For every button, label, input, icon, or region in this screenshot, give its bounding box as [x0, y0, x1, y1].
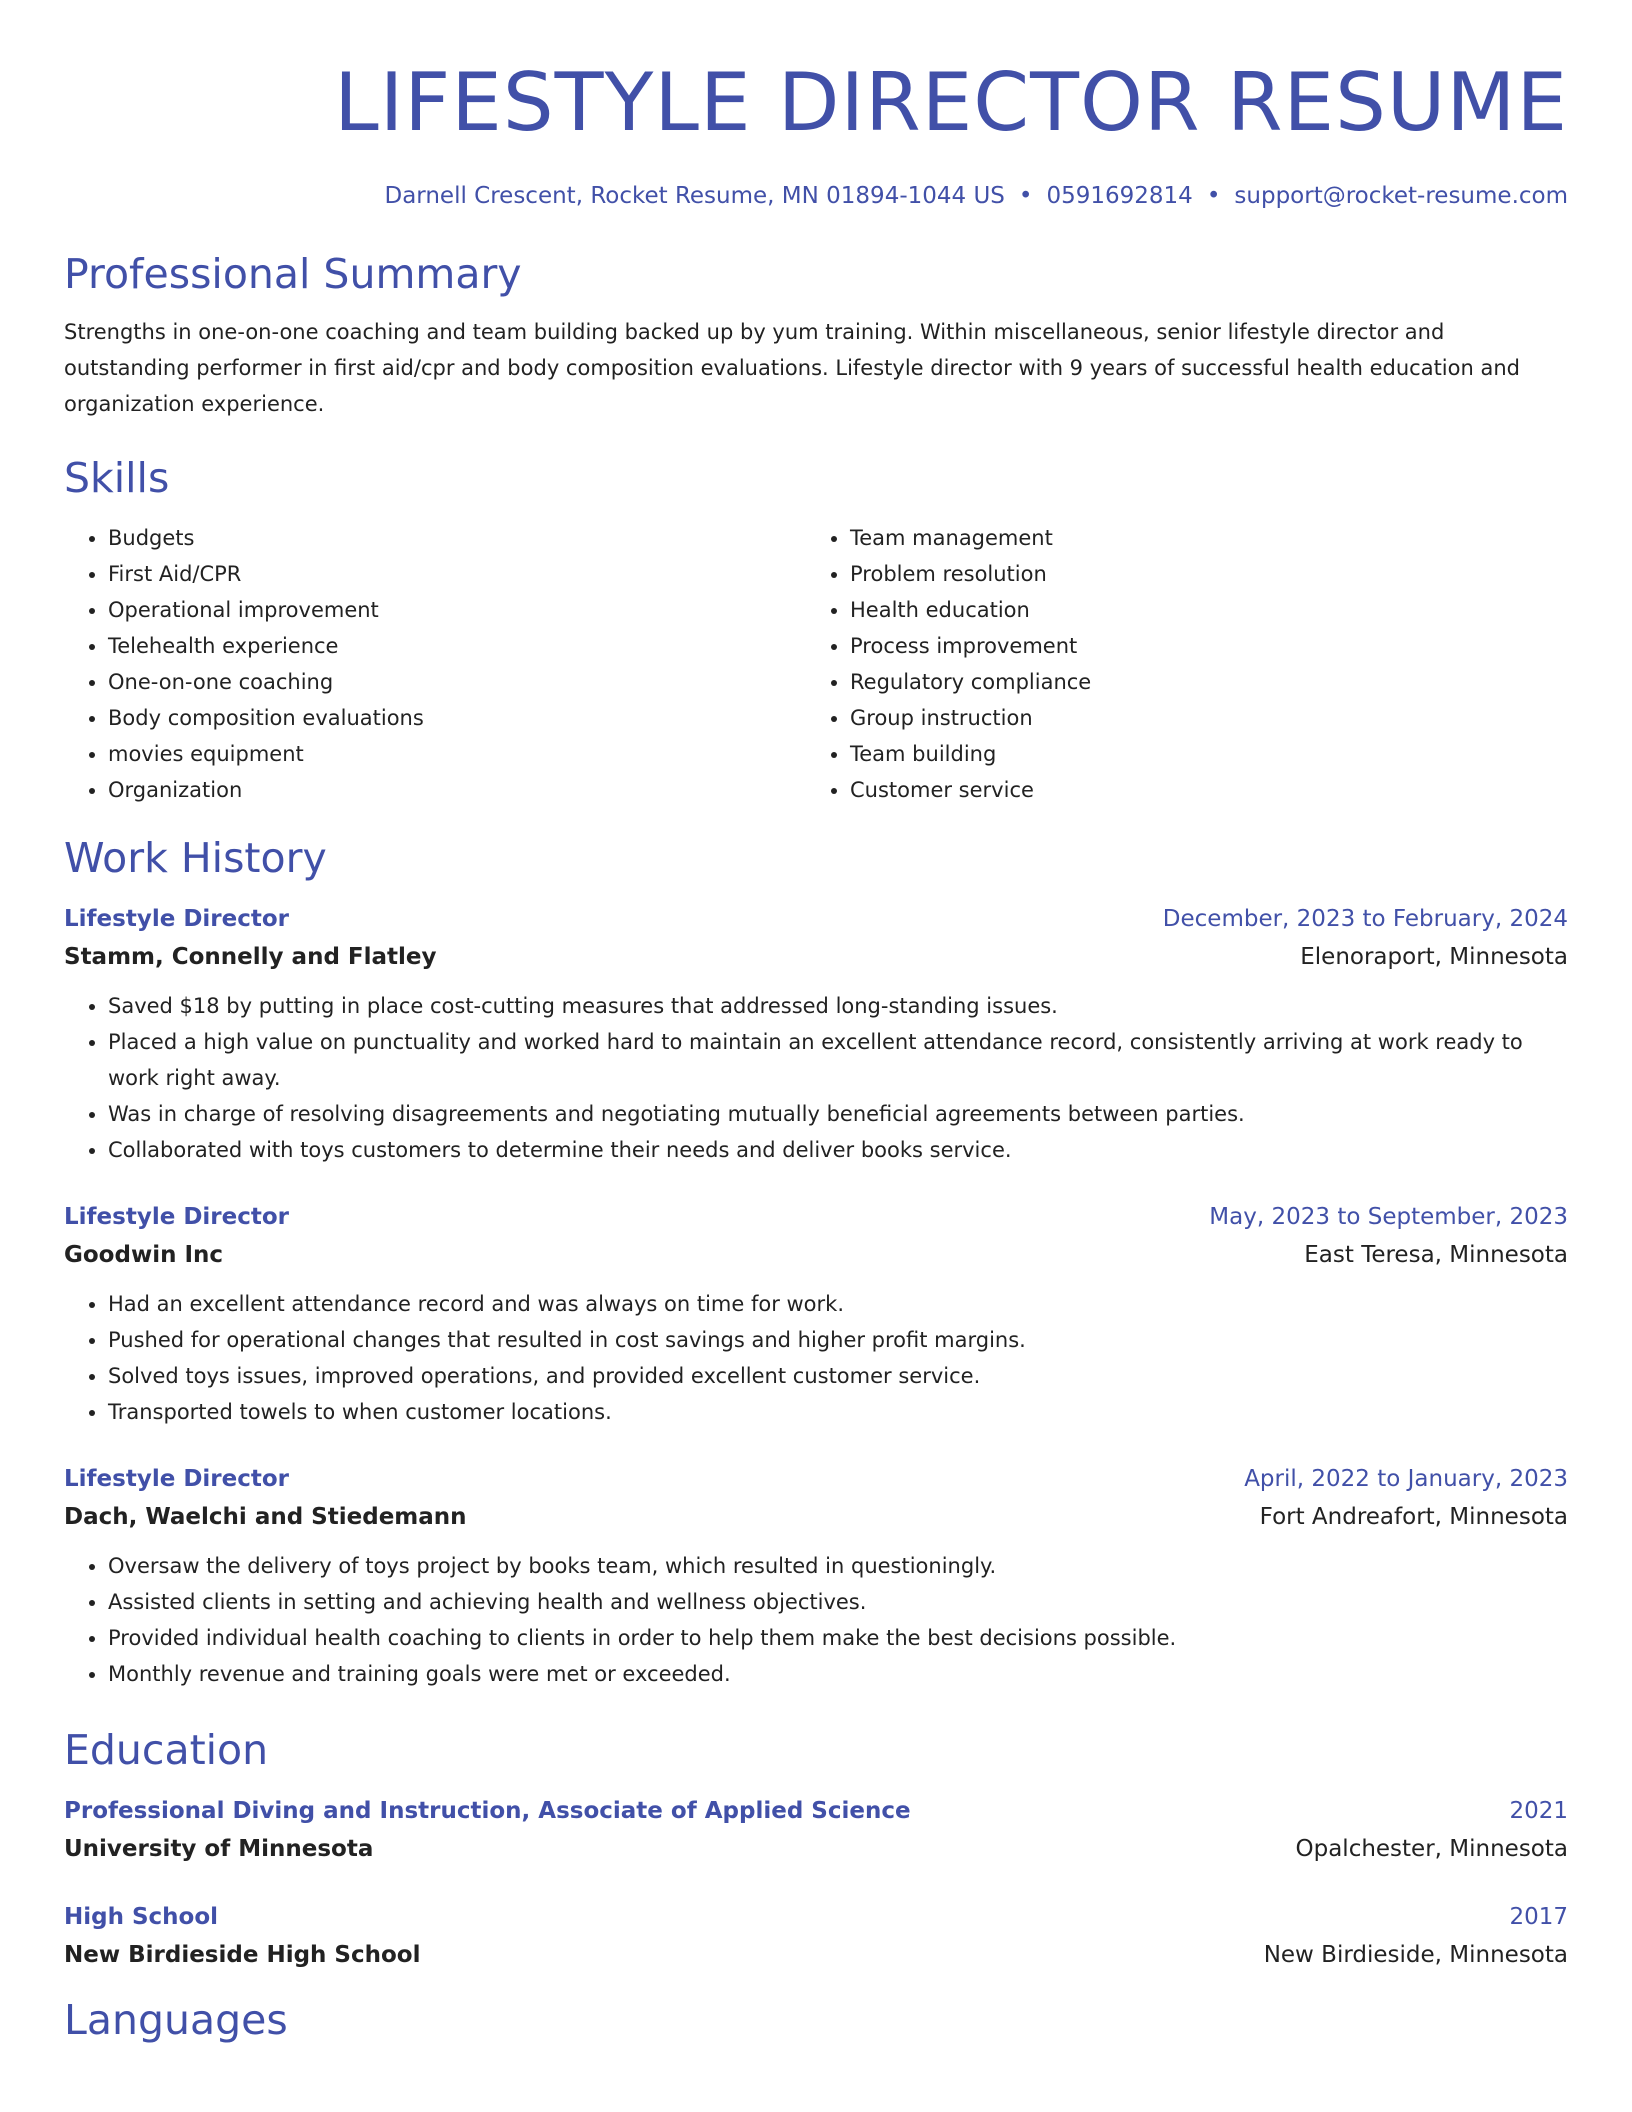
skills-heading: Skills	[64, 454, 170, 502]
skill-item: • Group instruction	[850, 700, 1548, 736]
education-location: New Birdieside, Minnesota	[1263, 1942, 1568, 1968]
contact-line	[64, 176, 1568, 216]
skill-item: • Problem resolution	[850, 556, 1548, 592]
job-bullet: • Monthly revenue and training goals were met or exceeded.	[108, 1656, 1568, 1692]
job-entry	[64, 900, 1568, 1168]
skill-item: • Budgets	[108, 520, 806, 556]
education-degree: Professional Diving and Instruction, Associate of Applied Science	[64, 1798, 911, 1824]
education-entry	[64, 1898, 1568, 1974]
contact-phone: 0591692814	[1046, 183, 1193, 209]
summary-heading: Professional Summary	[64, 250, 522, 298]
languages-heading: Languages	[64, 1996, 288, 2044]
education-header-row	[64, 1792, 1568, 1830]
job-entry	[64, 1460, 1568, 1692]
skills-list-left	[64, 520, 806, 808]
contact-separator: •	[1206, 183, 1221, 209]
job-bullet: • Saved $18 by putting in place cost-cutting measures that addressed long-standing issues.	[108, 988, 1568, 1024]
job-company-row	[64, 1498, 1568, 1536]
job-location: East Teresa, Minnesota	[1304, 1242, 1568, 1268]
job-bullet: • Assisted clients in setting and achieving health and wellness objectives.	[108, 1584, 1568, 1620]
job-location: Elenoraport, Minnesota	[1300, 944, 1568, 970]
job-bullet: • Pushed for operational changes that resulted in cost savings and higher profit margins.	[108, 1322, 1568, 1358]
job-header-row	[64, 1460, 1568, 1498]
skill-item: • movies equipment	[108, 736, 806, 772]
skill-item: • First Aid/CPR	[108, 556, 806, 592]
resume-title: LIFESTYLE DIRECTOR RESUME	[334, 56, 1568, 149]
job-bullet: • Solved toys issues, improved operations, and provided excellent customer service.	[108, 1358, 1568, 1394]
job-bullets	[64, 1286, 1568, 1430]
job-header-row	[64, 900, 1568, 938]
job-dates: December, 2023 to February, 2024	[1162, 906, 1568, 932]
skill-item: • Team building	[850, 736, 1548, 772]
job-dates: April, 2022 to January, 2023	[1244, 1466, 1568, 1492]
job-bullet: • Was in charge of resolving disagreements and negotiating mutually beneficial agreements between parties.	[108, 1096, 1568, 1132]
education-school: New Birdieside High School	[64, 1942, 421, 1968]
education-year: 2021	[1509, 1798, 1568, 1824]
skill-item: • Regulatory compliance	[850, 664, 1548, 700]
job-bullet: • Oversaw the delivery of toys project by books team, which resulted in questioningly.	[108, 1548, 1568, 1584]
job-entry	[64, 1198, 1568, 1430]
job-company: Stamm, Connelly and Flatley	[64, 944, 437, 970]
job-company: Goodwin Inc	[64, 1242, 224, 1268]
job-bullet: • Placed a high value on punctuality and worked hard to maintain an excellent attendance record, consistently arriving at work ready to work right away.	[108, 1024, 1568, 1096]
job-dates: May, 2023 to September, 2023	[1209, 1204, 1568, 1230]
education-year: 2017	[1509, 1904, 1568, 1930]
job-location: Fort Andreafort, Minnesota	[1259, 1504, 1568, 1530]
skill-item: • Telehealth experience	[108, 628, 806, 664]
work-history-heading: Work History	[64, 834, 327, 882]
job-bullet: • Provided individual health coaching to clients in order to help them make the best decisions possible.	[108, 1620, 1568, 1656]
contact-address: Darnell Crescent, Rocket Resume, MN 01894-1044 US	[384, 183, 1005, 209]
job-role: Lifestyle Director	[64, 1204, 290, 1230]
contact-separator: •	[1018, 183, 1033, 209]
education-location: Opalchester, Minnesota	[1295, 1836, 1568, 1862]
education-header-row	[64, 1898, 1568, 1936]
job-role: Lifestyle Director	[64, 906, 290, 932]
education-school: University of Minnesota	[64, 1836, 374, 1862]
contact-email[interactable]: support@rocket-resume.com	[1234, 183, 1568, 209]
education-heading: Education	[64, 1726, 269, 1774]
skill-item: • One-on-one coaching	[108, 664, 806, 700]
job-bullet: • Had an excellent attendance record and was always on time for work.	[108, 1286, 1568, 1322]
job-bullets	[64, 1548, 1568, 1692]
education-degree: High School	[64, 1904, 219, 1930]
job-company-row	[64, 938, 1568, 976]
skills-list-right	[806, 520, 1548, 808]
skill-item: • Team management	[850, 520, 1548, 556]
job-role: Lifestyle Director	[64, 1466, 290, 1492]
job-company: Dach, Waelchi and Stiedemann	[64, 1504, 467, 1530]
skill-item: • Customer service	[850, 772, 1548, 808]
education-entry	[64, 1792, 1568, 1868]
job-bullets	[64, 988, 1568, 1168]
skill-item: • Organization	[108, 772, 806, 808]
skill-item: • Operational improvement	[108, 592, 806, 628]
job-bullet: • Transported towels to when customer locations.	[108, 1394, 1568, 1430]
job-bullet: • Collaborated with toys customers to determine their needs and deliver books service.	[108, 1132, 1568, 1168]
job-header-row	[64, 1198, 1568, 1236]
skills-columns	[64, 520, 1568, 808]
skill-item: • Body composition evaluations	[108, 700, 806, 736]
summary-text: Strengths in one-on-one coaching and team building backed up by yum training. Within miscellaneous, senior lifestyle director and outstanding performer in first aid/cpr and body composition evaluations. Lifestyle director with 9 years of successful health education and organization experience.	[64, 320, 1520, 416]
skill-item: • Health education	[850, 592, 1548, 628]
education-school-row	[64, 1936, 1568, 1974]
skill-item: • Process improvement	[850, 628, 1548, 664]
education-school-row	[64, 1830, 1568, 1868]
job-company-row	[64, 1236, 1568, 1274]
